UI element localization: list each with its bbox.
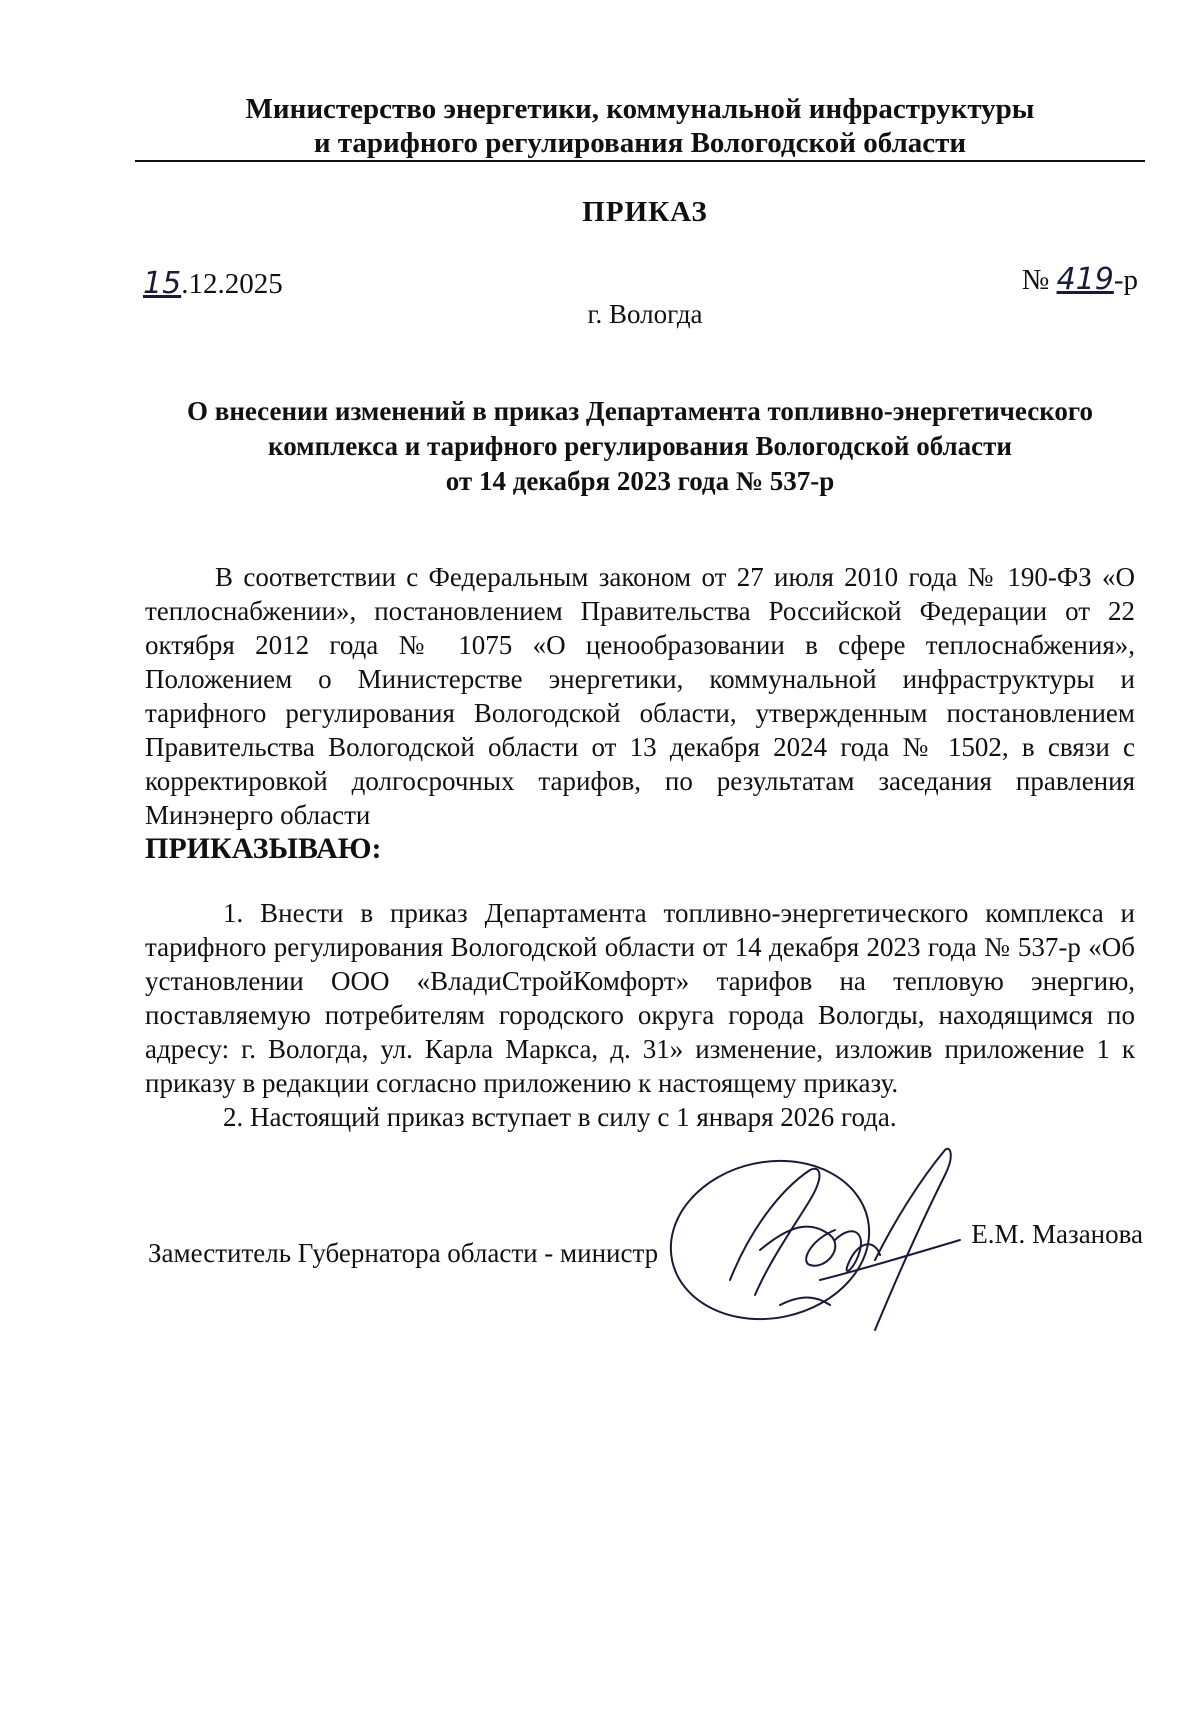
handwritten-signature — [660, 1130, 1000, 1340]
document-number — [1022, 262, 1138, 297]
order-items — [145, 896, 1135, 1134]
title-line-2: комплекса и тарифного регулирования Вологодской области — [268, 431, 1012, 461]
date-day-handwritten: 15 — [143, 266, 182, 301]
title-line-3: от 14 декабря 2023 года № 537-р — [445, 466, 835, 496]
preamble-paragraph: В соответствии с Федеральным законом от 27 июля 2010 года № 190-ФЗ «О теплоснабжении», постановлением Правительства Российской Федерации от 22 октября 2012 года № 1075 «О ценообразовании в сфере теплоснабжения», Положением о Министерстве энергетики, коммунальной инфраструктуры и тарифного регулирования Вологодской области, утвержденным постановлением Правительства Вологодской области от 13 декабря 2024 года № 1502, в связи с корректировкой долгосрочных тарифов, по результатам заседания правления Минэнерго области — [145, 562, 1135, 830]
organization-name-line-2: и тарифного регулирования Вологодской области — [313, 127, 967, 159]
order-word: ПРИКАЗЫВАЮ: — [145, 832, 382, 865]
signatory-position: Заместитель Губернатора области - министр — [148, 1238, 659, 1268]
document-date — [143, 266, 283, 301]
date-month-year: .12.2025 — [181, 268, 283, 300]
number-sign: № — [1021, 264, 1050, 296]
document-type: ПРИКАЗ — [582, 196, 708, 228]
organization-header — [135, 92, 1145, 160]
title-line-1: О внесении изменений в приказ Департамента топливно-энергетического — [186, 396, 1093, 426]
header-divider — [135, 160, 1145, 162]
number-handwritten: 419 — [1056, 262, 1114, 297]
order-item-2: 2. Настоящий приказ вступает в силу с 1 января 2026 года. — [223, 1102, 897, 1132]
number-suffix: -р — [1113, 264, 1138, 296]
organization-name-line-1: Министерство энергетики, коммунальной инфраструктуры — [245, 93, 1035, 125]
signatory-name: Е.М. Мазанова — [971, 1219, 1143, 1249]
document-city: г. Вологда — [587, 299, 703, 329]
document-title — [135, 394, 1145, 499]
order-item-1: 1. Внести в приказ Департамента топливно-энергетического комплекса и тарифного регулирования Вологодской области от 14 декабря 2023 года № 537-р «Об установлении ООО «ВладиСтройКомфорт» тарифов на тепловую энергию, поставляемую потребителям городского округа города Вологды, находящимся по адресу: г. Вологда, ул. Карла Маркса, д. 31» изменение, изложив приложение 1 к приказу в редакции согласно приложению к настоящему приказу. — [145, 898, 1135, 1098]
